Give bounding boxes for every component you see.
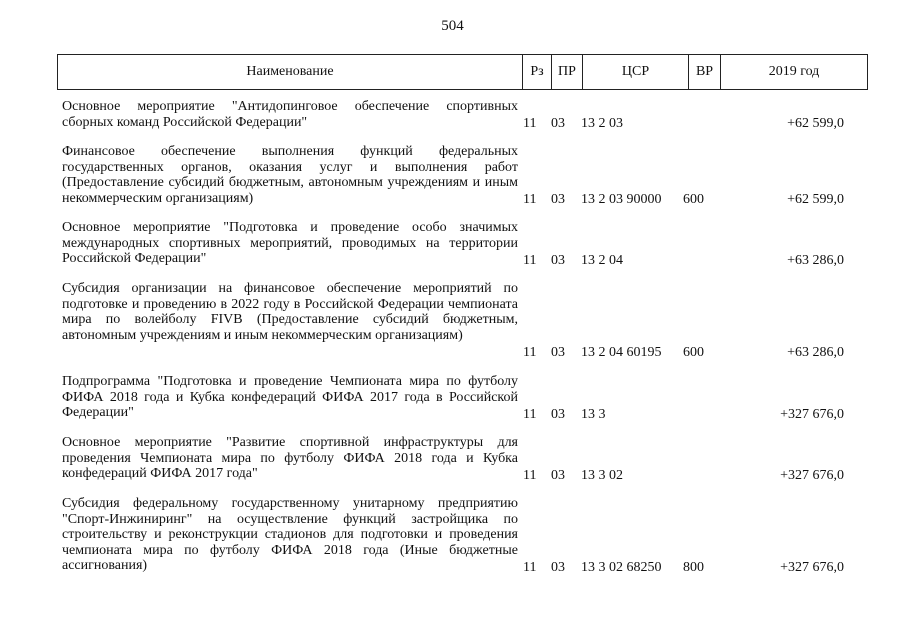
row-name: Подпрограмма "Подготовка и проведение Чемпионата мира по футболу ФИФА 2018 года и Кубка конфедераций ФИФА 2017 года в Российской Федерации" <box>62 374 518 420</box>
row-rz: 11 <box>523 115 537 131</box>
row-vr: 600 <box>683 344 704 360</box>
header-csr: ЦСР <box>582 55 688 89</box>
row-pr: 03 <box>551 191 565 207</box>
table-header <box>57 54 868 90</box>
header-pr: ПР <box>551 55 582 89</box>
header-name: Наименование <box>246 64 334 79</box>
row-sum: +63 286,0 <box>787 344 844 360</box>
row-sum: +327 676,0 <box>780 467 844 483</box>
table-row <box>0 281 905 360</box>
row-sum: +62 599,0 <box>787 115 844 131</box>
row-name: Субсидия организации на финансовое обеспечение мероприятий по подготовке и проведению в 2022 году в Российской Федерации чемпионата мира по волейболу FIVB (Предоставление субсидий бюджетным, автономным учреждениям и иным некоммерческим организациям) <box>62 281 518 343</box>
row-name: Основное мероприятие "Антидопинговое обеспечение спортивных сборных команд Российской Федерации" <box>62 99 518 130</box>
row-pr: 03 <box>551 406 565 422</box>
table-row <box>0 374 905 422</box>
header-vr: ВР <box>688 55 720 89</box>
table-row <box>0 435 905 483</box>
row-csr: 13 2 03 90000 <box>581 191 662 207</box>
row-csr: 13 3 <box>581 406 606 422</box>
row-rz: 11 <box>523 191 537 207</box>
row-pr: 03 <box>551 344 565 360</box>
row-pr: 03 <box>551 559 565 575</box>
table-row <box>0 496 905 575</box>
table-row <box>0 99 905 131</box>
row-vr: 600 <box>683 191 704 207</box>
row-rz: 11 <box>523 252 537 268</box>
row-rz: 11 <box>523 559 537 575</box>
row-csr: 13 3 02 <box>581 467 623 483</box>
row-rz: 11 <box>523 344 537 360</box>
row-pr: 03 <box>551 467 565 483</box>
row-sum: +63 286,0 <box>787 252 844 268</box>
row-sum: +327 676,0 <box>780 406 844 422</box>
row-csr: 13 3 02 68250 <box>581 559 662 575</box>
row-pr: 03 <box>551 115 565 131</box>
row-csr: 13 2 04 60195 <box>581 344 662 360</box>
row-name: Основное мероприятие "Развитие спортивной инфраструктуры для проведения Чемпионата мира по футболу ФИФА 2018 года и Кубка конфедераций ФИФА 2017 года" <box>62 435 518 481</box>
row-sum: +62 599,0 <box>787 191 844 207</box>
row-csr: 13 2 03 <box>581 115 623 131</box>
row-pr: 03 <box>551 252 565 268</box>
table-row <box>0 220 905 268</box>
row-csr: 13 2 04 <box>581 252 623 268</box>
row-vr: 800 <box>683 559 704 575</box>
row-sum: +327 676,0 <box>780 559 844 575</box>
header-year: 2019 год <box>720 55 867 89</box>
row-name: Финансовое обеспечение выполнения функций федеральных государственных органов, оказания услуг и выполнения работ (Предоставление субсидий бюджетным, автономным учреждениям и иным некоммерческим организациям) <box>62 144 518 206</box>
row-name: Субсидия федеральному государственному унитарному предприятию "Спорт-Инжиниринг" на осуществление функций застройщика по строительству и реконструкции стадионов для подготовки и проведения чемпионата мира по футболу ФИФА 2018 года (Иные бюджетные ассигнования) <box>62 496 518 573</box>
row-rz: 11 <box>523 406 537 422</box>
page-number: 504 <box>441 18 464 34</box>
row-rz: 11 <box>523 467 537 483</box>
header-rz: Рз <box>522 55 551 89</box>
table-row <box>0 144 905 207</box>
row-name: Основное мероприятие "Подготовка и проведение особо значимых международных спортивных мероприятий, проводимых на территории Российской Федерации" <box>62 220 518 266</box>
